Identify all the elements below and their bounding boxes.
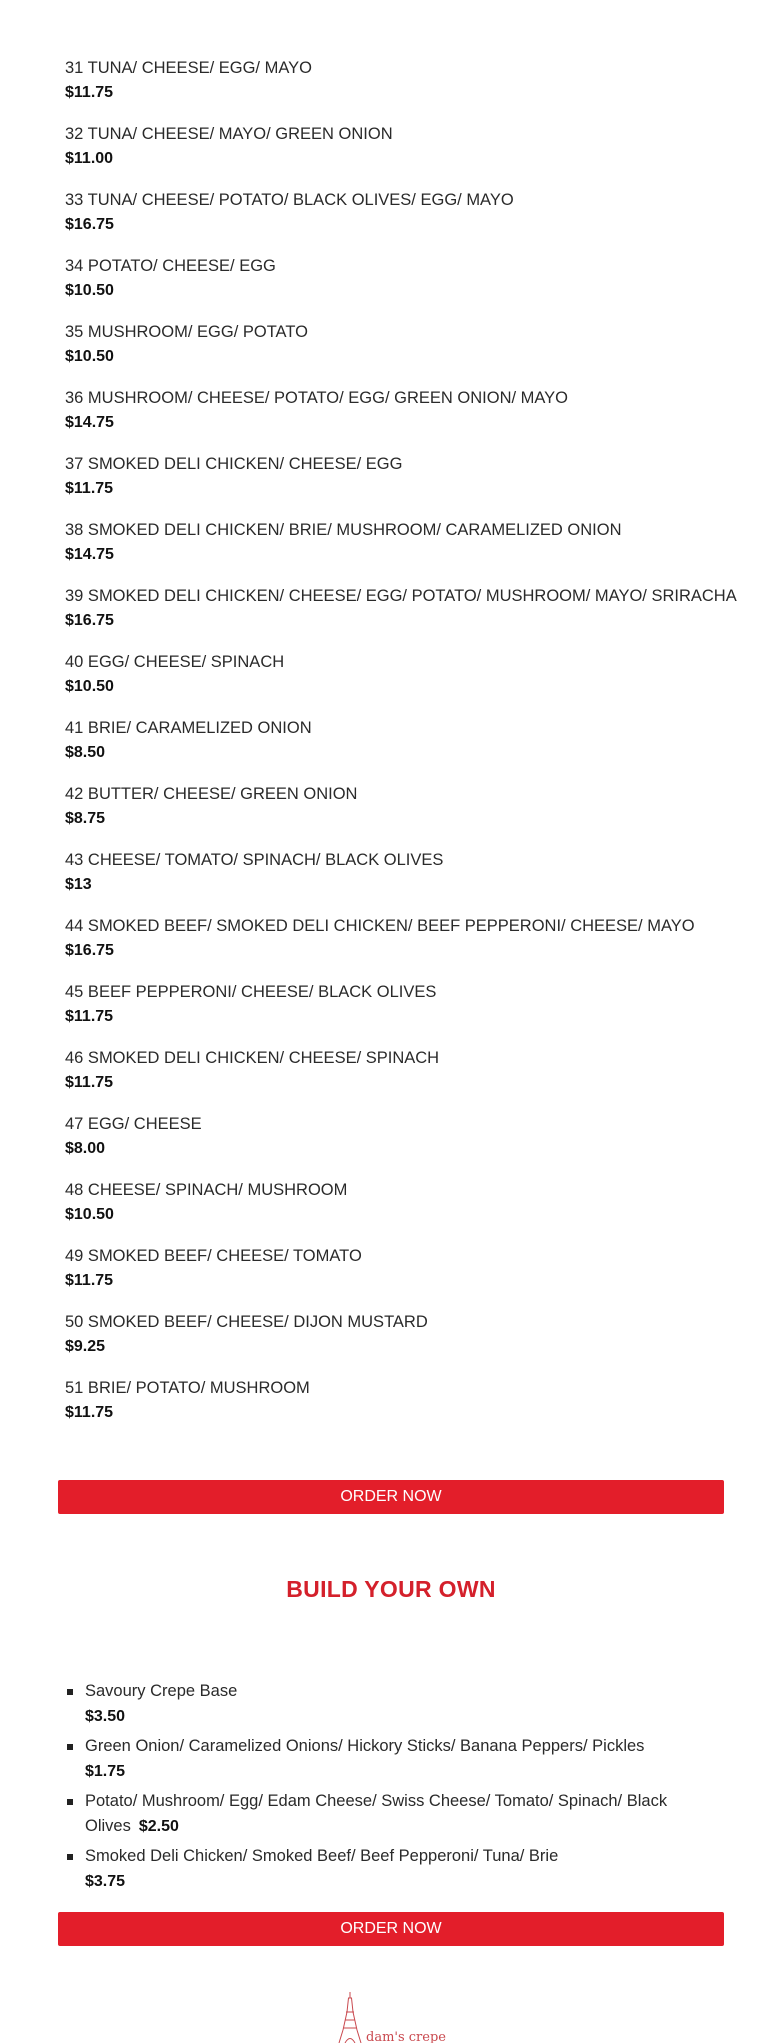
menu-item-51	[65, 1376, 745, 1442]
menu-item-name: 47 EGG/ CHEESE	[65, 1115, 202, 1133]
build-your-own-list	[64, 1679, 704, 1899]
build-your-own-item-price: $1.75	[85, 1763, 126, 1780]
menu-item-price: $10.50	[65, 1206, 114, 1223]
menu-item-price: $16.75	[65, 612, 114, 629]
menu-item-39	[65, 584, 745, 650]
menu-item-price: $10.50	[65, 678, 114, 695]
menu-item-price: $8.50	[65, 744, 106, 761]
menu-item-name: 48 CHEESE/ SPINACH/ MUSHROOM	[65, 1181, 348, 1199]
square-bullet-icon	[67, 1689, 73, 1695]
menu-item-price: $11.75	[65, 1008, 114, 1025]
menu-item-price: $13	[65, 876, 92, 893]
footer-logo[interactable]	[330, 1990, 460, 2043]
menu-item-36	[65, 386, 745, 452]
menu-item-45	[65, 980, 745, 1046]
menu-item-name: 43 CHEESE/ TOMATO/ SPINACH/ BLACK OLIVES	[65, 851, 444, 869]
eiffel-tower-icon	[330, 1990, 370, 2043]
build-your-own-item-price: $3.50	[85, 1708, 126, 1725]
build-your-own-item-name: Savoury Crepe Base	[85, 1682, 238, 1700]
menu-item-name: 38 SMOKED DELI CHICKEN/ BRIE/ MUSHROOM/ CARAMELIZED ONION	[65, 521, 622, 539]
menu-item-price: $9.25	[65, 1338, 106, 1355]
menu-item-43	[65, 848, 745, 914]
menu-item-name: 49 SMOKED BEEF/ CHEESE/ TOMATO	[65, 1247, 362, 1265]
menu-item-name: 35 MUSHROOM/ EGG/ POTATO	[65, 323, 308, 341]
menu-item-49	[65, 1244, 745, 1310]
menu-item-42	[65, 782, 745, 848]
square-bullet-icon	[67, 1854, 73, 1860]
menu-item-price: $8.00	[65, 1140, 106, 1157]
menu-item-name: 45 BEEF PEPPERONI/ CHEESE/ BLACK OLIVES	[65, 983, 437, 1001]
build-your-own-item	[64, 1789, 704, 1839]
menu-item-47	[65, 1112, 745, 1178]
menu-item-price: $11.75	[65, 480, 114, 497]
menu-item-price: $10.50	[65, 348, 114, 365]
menu-item-name: 31 TUNA/ CHEESE/ EGG/ MAYO	[65, 59, 312, 77]
menu-item-46	[65, 1046, 745, 1112]
menu-item-31	[65, 56, 745, 122]
menu-item-name: 39 SMOKED DELI CHICKEN/ CHEESE/ EGG/ POTATO/ MUSHROOM/ MAYO/ SRIRACHA	[65, 587, 737, 605]
menu-item-38	[65, 518, 745, 584]
build-your-own-item-name: Green Onion/ Caramelized Onions/ Hickory Sticks/ Banana Peppers/ Pickles	[85, 1737, 645, 1755]
menu-item-name: 34 POTATO/ CHEESE/ EGG	[65, 257, 276, 275]
menu-item-name: 42 BUTTER/ CHEESE/ GREEN ONION	[65, 785, 358, 803]
menu-item-32	[65, 122, 745, 188]
menu-item-price: $16.75	[65, 216, 114, 233]
build-your-own-item-price: $3.75	[85, 1873, 126, 1890]
menu-item-price: $11.75	[65, 1272, 114, 1289]
menu-item-name: 37 SMOKED DELI CHICKEN/ CHEESE/ EGG	[65, 455, 403, 473]
menu-item-34	[65, 254, 745, 320]
build-your-own-item-price: $2.50	[138, 1818, 179, 1835]
build-your-own-item	[64, 1679, 704, 1729]
logo-text: dam's crepe	[366, 2030, 446, 2043]
build-your-own-heading: BUILD YOUR OWN	[286, 1576, 496, 1602]
square-bullet-icon	[67, 1744, 73, 1750]
menu-item-50	[65, 1310, 745, 1376]
menu-item-name: 41 BRIE/ CARAMELIZED ONION	[65, 719, 312, 737]
menu-item-price: $11.75	[65, 84, 114, 101]
menu-item-price: $14.75	[65, 546, 114, 563]
menu-item-name: 40 EGG/ CHEESE/ SPINACH	[65, 653, 285, 671]
build-your-own-item-name: Smoked Deli Chicken/ Smoked Beef/ Beef Pepperoni/ Tuna/ Brie	[85, 1847, 559, 1865]
build-your-own-item	[64, 1844, 704, 1894]
menu-item-name: 33 TUNA/ CHEESE/ POTATO/ BLACK OLIVES/ EGG/ MAYO	[65, 191, 514, 209]
square-bullet-icon	[67, 1799, 73, 1805]
menu-item-44	[65, 914, 745, 980]
menu-item-48	[65, 1178, 745, 1244]
menu-item-name: 44 SMOKED BEEF/ SMOKED DELI CHICKEN/ BEEF PEPPERONI/ CHEESE/ MAYO	[65, 917, 695, 935]
menu-item-price: $10.50	[65, 282, 114, 299]
menu-item-price: $11.00	[65, 150, 114, 167]
menu-item-price: $16.75	[65, 942, 114, 959]
order-now-button[interactable]: ORDER NOW	[58, 1480, 724, 1514]
menu-item-price: $8.75	[65, 810, 106, 827]
order-now-button[interactable]: ORDER NOW	[58, 1912, 724, 1946]
menu-item-name: 36 MUSHROOM/ CHEESE/ POTATO/ EGG/ GREEN ONION/ MAYO	[65, 389, 569, 407]
menu-item-name: 51 BRIE/ POTATO/ MUSHROOM	[65, 1379, 310, 1397]
menu-item-37	[65, 452, 745, 518]
menu-item-name: 46 SMOKED DELI CHICKEN/ CHEESE/ SPINACH	[65, 1049, 440, 1067]
menu-item-name: 32 TUNA/ CHEESE/ MAYO/ GREEN ONION	[65, 125, 393, 143]
menu-item-name: 50 SMOKED BEEF/ CHEESE/ DIJON MUSTARD	[65, 1313, 428, 1331]
build-your-own-item	[64, 1734, 704, 1784]
menu-item-35	[65, 320, 745, 386]
menu-item-price: $11.75	[65, 1404, 114, 1421]
menu-item-40	[65, 650, 745, 716]
build-your-own-item-name: Potato/ Mushroom/ Egg/ Edam Cheese/ Swiss Cheese/ Tomato/ Spinach/ Black Olives	[85, 1792, 668, 1835]
menu-item-price: $14.75	[65, 414, 114, 431]
menu-item-33	[65, 188, 745, 254]
menu-list	[65, 56, 745, 1442]
menu-item-41	[65, 716, 745, 782]
menu-item-price: $11.75	[65, 1074, 114, 1091]
